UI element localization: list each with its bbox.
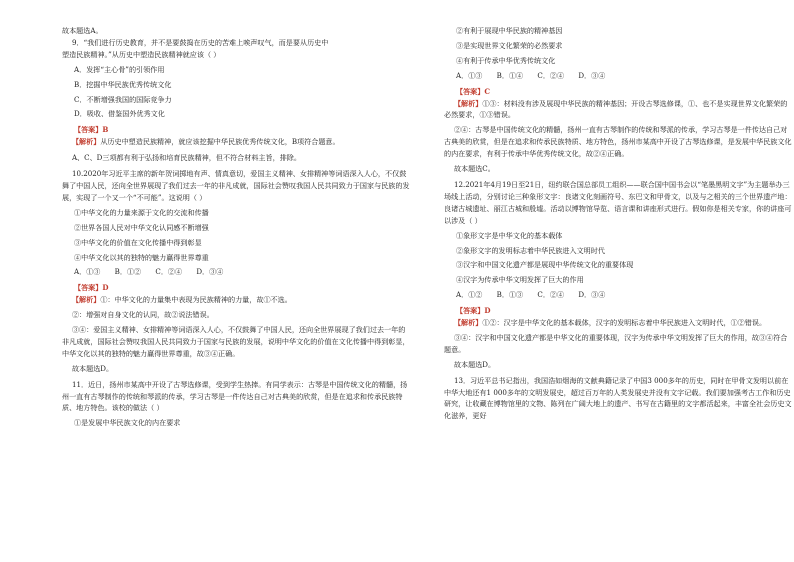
q10-statement-1: ①中华文化的力量来源于文化的交流和传播 xyxy=(74,207,209,217)
q12-statement-1: ①象形文字是中华文化的基本载体 xyxy=(456,230,563,240)
q10-explanation-2: ②：增强对自身文化的认同，故②说法错误。 xyxy=(71,310,214,320)
q11-answer: 【答案】C xyxy=(456,86,491,96)
q12-conclusion: 故本题选D。 xyxy=(453,359,496,369)
q9-option-b: B．挖掘中华民族优秀传统文化 xyxy=(74,79,172,89)
q12-answer: 【答案】D xyxy=(456,306,491,316)
q12-statement-3: ③汉字和中国文化遗产都是展现中华传统文化的重要体现 xyxy=(456,260,634,270)
q10-statement-4: ④中华文化以其的独特的魅力赢得世界尊重 xyxy=(74,252,209,262)
q9-explanation-2: A、C、D三项都有利于弘扬和培育民族精神，但不符合材料主旨，排除。 xyxy=(71,153,301,163)
q10-explanation-3: ③④：爱国主义精神、女排精神等词语深入人心，不仅鼓舞了中国人民，还向全世界展现了我们过去一年的非凡成就，国际社会赞叹我国人民共同致力于国家与民族的发展，说明中华文化的价值在文化传播中得到彰显，中华文化以其的独特的魅力赢得世界尊重，故③④正确。 xyxy=(62,325,410,358)
q11-statement-3: ③是实现世界文化繁荣的必然要求 xyxy=(456,40,563,50)
q10-statement-3: ③中华文化的价值在文化传播中得到彰显 xyxy=(74,237,202,247)
q8-conclusion: 故本题选A。 xyxy=(62,26,103,35)
left-column xyxy=(62,25,412,429)
q11-explanation-1 xyxy=(444,98,794,122)
q9-explanation-text: 从历史中塑造民族精神，就应该挖掘中华民族优秀传统文化，B项符合题意。 xyxy=(100,137,340,147)
q11-conclusion: 故本题选C。 xyxy=(453,164,495,174)
right-column xyxy=(444,25,794,422)
q10-answer: 【答案】D xyxy=(74,283,109,293)
q10-statement-2: ②世界各国人民对中华文化认同感不断增强 xyxy=(74,222,209,232)
q9-option-c: C．不断增强我国的国际竞争力 xyxy=(74,94,172,104)
q12-explanation-1 xyxy=(444,317,794,329)
q13-stem: 13．习近平总书记指出，我国浩如烟海的文献典籍记录了中国3 000多年的历史，同时在甲骨文发明以前在中华大地还有1 000多年的文明发展史，超过百万年的人类发展史并没有文字记载。我们要加强考古工作和历史研究，让收藏在博物馆里的文物、陈列在广阔大地上的遗产、书写在古籍里的文字都活起来，丰富全社会历史文化滋养，更好 xyxy=(444,375,792,421)
q12-choices: A．①② B．①③ C．②④ D．③④ xyxy=(456,290,606,300)
q12-explanation-2: ③④：汉字和中国文化遗产都是中华文化的重要体现，汉字为传承中华文明发挥了巨大的作用，故③④符合题意。 xyxy=(444,332,788,354)
q9-answer: 【答案】B xyxy=(74,125,109,135)
q9-option-d: D．吸收、借鉴国外优秀文化 xyxy=(74,109,165,119)
q11-stem: 11．近日，扬州市某高中开设了古琴选修课，受到学生热捧。有同学表示：古琴是中国传统文化的精髓，扬州一直有古琴制作的传统和琴派的传承，学习古琴是一件传达自己对古典美的欣赏，但是在追求和传承民族特质、地方特色。该校的做法（ ） xyxy=(62,379,408,413)
q10-choices: A．①③ B．①② C．②④ D．③④ xyxy=(74,267,224,277)
q10-stem: 10.2020年习近平主席的新年贺词掷地有声、情真意切，爱国主义精神、女排精神等词语深入人心，不仅鼓舞了中国人民，还向全世界展现了我们过去一年的非凡成就，国际社会赞叹我国人民共同致力于国家与民族的发展，实现了一个又一个“不可能”。这说明（ ） xyxy=(62,169,410,202)
q10-explanation-1 xyxy=(62,294,412,306)
q11-statement-1: ①是发展中华民族文化的内在要求 xyxy=(74,418,181,428)
q12-stem: 12.2021年4月19日至21日，纽约联合国总部员工组织——联合国中国书会以“笔墨黑明文字”为主题举办三场线上活动，分别讨论三种象形文字：良诸文化刻画符号、东巴文和甲骨文，以及与之相关的三个世界遗产地：良诸古城遗址、丽江古城和殷墟。活动以博物馆导览、语言课和讲座形式进行。假如你是相关专家，你的讲座可以涉及（ ） xyxy=(444,179,792,225)
q9-stem-line2: 塑造民族精神。”从历史中塑造民族精神就应该（ ） xyxy=(62,49,221,59)
q11-explanation-2: ②④：古琴是中国传统文化的精髓，扬州一直有古琴制作的传统和琴派的传承，学习古琴是一件传达自己对古典美的欣赏，但是在追求和传承民族特质、地方特色，扬州市某高中开设了古琴选修课，是发展中华民族文化的内在要求，有利于传承中华优秀传统文化，故②④正确。 xyxy=(444,125,792,159)
q11-explanation-tag: 【解析】 xyxy=(453,98,483,108)
q12-statement-2: ②象形文字的发明标志着中华民族进入文明时代 xyxy=(456,245,605,255)
q11-statement-4: ④有利于传承中华优秀传统文化 xyxy=(456,55,556,65)
q11-explanation-text: ①③：材料没有涉及展现中华民族的精神基因；开设古琴选修课，①、也不是实现世界文化繁荣的必然要求，①③错误。 xyxy=(444,98,788,120)
q11-choices: A．①③ B．①④ C．②④ D．③④ xyxy=(456,70,606,80)
q10-conclusion: 故本题选D。 xyxy=(71,363,114,373)
q10-explanation-tag: 【解析】 xyxy=(71,295,101,305)
q9-explanation xyxy=(62,136,412,148)
q12-explanation-tag: 【解析】 xyxy=(453,318,483,328)
q12-explanation-text: ①②：汉字是中华文化的基本载体，汉字的发明标志着中华民族进入文明时代，①②错误。 xyxy=(482,318,767,328)
q9-option-a: A．发挥“主心骨”的引领作用 xyxy=(74,64,165,74)
q12-statement-4: ④汉字为传承中华文明发挥了巨大的作用 xyxy=(456,275,584,285)
q9-stem-line1: 9．“我们进行历史教育，并不是要鼓捣在历史的苦难上唉声叹气，而是要从历史中 xyxy=(71,37,329,47)
q11-statement-2: ②有利于展现中华民族的精神基因 xyxy=(456,26,563,35)
q9-explanation-tag: 【解析】 xyxy=(71,137,101,147)
q10-explanation-text: ①：中华文化的力量集中表现为民族精神的力量，故①不选。 xyxy=(100,295,292,305)
